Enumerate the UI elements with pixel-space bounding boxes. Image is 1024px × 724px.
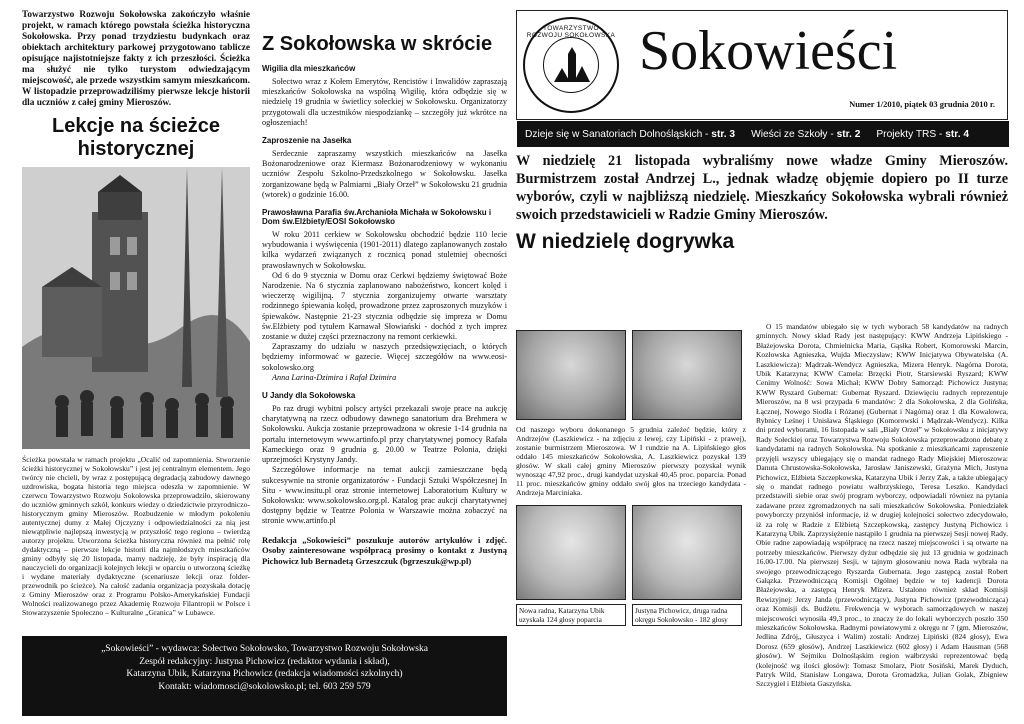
tower-photo-graphic <box>22 167 250 449</box>
news-text-janda <box>262 404 507 526</box>
photo-row-bottom <box>516 505 746 600</box>
news-para: Zapraszamy do udziału w naszych przedsięwzięciach, o których będziemy informować w gazecie. Więcej szczegółów na www.eosi-sokolowsko.org <box>262 342 507 372</box>
footer-line: „Sokowieści” - wydawca: Sołectwo Sokołowsko, Towarzystwo Rozwoju Sokołowska <box>101 644 428 654</box>
candidate-photo-lipinski <box>632 330 742 420</box>
nav-label: Dzieje się w Sanatoriach Dolnośląskich - <box>525 128 712 140</box>
photo-ubik <box>516 505 626 600</box>
news-head-janda: U Jandy dla Sokołowska <box>262 391 356 401</box>
lessons-title-line1: Lekcje na ścieżce <box>52 115 220 137</box>
news-para: Od 6 do 9 stycznia w Domu oraz Cerkwi będziemy świętować Boże Narodzenie. Na 6 stycznia zaplanowano nabożeństwo, koncert kolęd i wieczerzę wigilijną. 7 stycznia zorganizujemy otwarte warsztaty rodzinnego śpiewania kolęd, prowadzone przez zaproszonych muzyków i śpiewaków. Następnie 21-23 stycznia odbędzie się impreza w Domu św.Elżbiety pod tytułem Karnawał Słowiański - dochód z tych imprez zostanie w dużej części przeznaczony na remont cerkiewki. <box>262 270 507 342</box>
tower-photo <box>22 167 250 449</box>
news-para: Sołectwo wraz z Kołem Emerytów, Rencistów i Inwalidów zapraszają mieszkańców Sokołowska na wspólną Wigilię, która odbędzie się w niedzielę 19 grudnia w świetlicy sołeckiej w Sokołowsku. Organizatorzy przygotowali dla uczestników niespodziankę – szczegóły już wkrótce na ogłoszeniach! <box>262 77 507 127</box>
footer-line: Zespół redakcyjny: Justyna Pichowicz (redaktor wydania i skład), <box>139 656 390 667</box>
news-text-wigilia <box>262 77 507 128</box>
caption-pichowicz: Justyna Pichowicz, druga radna okręgu Sokołowsko - 182 głosy <box>632 604 742 626</box>
masthead <box>516 10 1008 140</box>
photo-block <box>516 330 746 626</box>
nav-page: str. 3 <box>711 128 736 140</box>
caption-ubik: Nowa radna, Katarzyna Ubik uzyskała 124 głosy poparcia <box>516 604 626 626</box>
nav-item <box>876 129 969 140</box>
news-para: Szczegółowe informacje na temat aukcji zamieszczane będą sukcesywnie na stronie organizatorów - Fundacji Sztuki Współczesnej In Situ - www.insitu.pl oraz stronie internetowej Laboratorium Kultury w Sokołowsku: www.sokolowsko.org.pl. Katalog prac aukcji charytatywnej dostępny będzie w Teatrze Polonia w Warszawie można zobaczyć na stronie www.artinfo.pl <box>262 465 507 526</box>
nav-item <box>751 129 860 140</box>
news-text-parafia <box>262 230 507 383</box>
nav-item <box>525 129 735 140</box>
photo-row-top <box>516 330 746 420</box>
news-para: Serdecznie zapraszamy wszystkich mieszkańców na Jasełka Bożonarodzeniowe oraz Kiermasz Bożonarodzeniowy w wykonaniu uczniów Zespołu Szkolno-Przedszkolnego w Sokołowsku. Jasełka zorganizowane będą w Palmiarni „Biały Orzeł” w Sokołowsku 21 grudnia (wtorek) o godzinie 16.00. <box>262 149 507 199</box>
footer-line: Kontakt: wiadomosci@sokolowsko.pl; tel. 603 259 579 <box>158 681 371 692</box>
lessons-title-line2: historycznej <box>77 138 195 160</box>
news-head-wigilia: Wigilia dla mieszkańców <box>262 64 356 73</box>
lead-text: W niedzielę 21 listopada wybraliśmy nowe władze Gminy Mieroszów. Burmistrzem został Andrzej L., jednak władzę objęmie dopiero po II turze wyborów, czyli w najbliższą niedzielę. Mieszkańcy Sokołowska wybrali również swoich przedstawicieli w Radzie Gminy Mieroszów. <box>516 153 1008 223</box>
news-para: W roku 2011 cerkiew w Sokołowsku obchodzić będzie 110 lecie wybudowania i wyświęcenia (1901-2011) dlatego zaplanowanych zostało kilka wydarzeń związanych z rocznicą ponad stuletniej obecności prawosławnych w Sokołowsku. <box>262 230 507 270</box>
news-head-parafia: Prawosławna Parafia św.Archanioła Michała w Sokołowsku i Dom św.Elżbiety/EOSI Sokołowsko <box>262 208 492 227</box>
photo-caption-top: Od naszego wyboru dokonanego 5 grudnia zależeć będzie, który z Andrzejów (Laszkiewicz - na zdjęciu z lewej, czy Lipiński - z prawej), zostanie burmistrzem Mieroszowa. W I rundzie na A. Lipińskiego głos oddało 145 mieszkańców Sokołowska, A. Laszkiewicz pozyskał 139 głosów. W skali całej gminy Mieroszów pierwszy pozyskał wynik wynosząc 47,92 proc., drugi kandydat uzyskał 40,45 proc. poparcia. Ponad 11 proc. mieszkańców gminy oddało swój głos na trzeciego kandydata - Andrzeja Marciniaka. <box>516 425 746 497</box>
right-article-text: O 15 mandatów ubiegało się w tych wyborach 58 kandydatów na radnych gminnych. Nowy skład Rady jest następujący: KWW Andrzeja Lipińskiego - Błażejowska Dorota, Chmielnicka Maria, Gąsłka Robert, Komorowski Marcin, Kozłowska Agnieszka, Wujda Mieczysław; KWW Inicjatywa Obywatelska (A. Laszkiewicza): Mądrzak-Wendycz Agnieszka, Mizera Henryk. Nagórna Dorota, Ubik Katarzyna; KWW Camela: Brzęcki Piotr, Starsiewski Ryszard; KWW Cenimy Wolność: Sowa Michał; KWW Dobry Samorząd: Pichowicz Justyna; KWW Ryszard Gubernat: Gubernat Ryszard. Dziewięciu radnych reprezentuje Mieroszów, na 8 wsi przypada 6 mandatów: 2 dla Sokołowska, 2 dla Golińska, Łącznej, Nowego Siodła i Różanej (Gubernat i Nagórna) oraz 1 dla Kowalowca, Rybnicy Leśnej i Unisława Śląskiego (Komorowski i Mądrzak-Wendycz). Kilka dni przed wyborami, 16 listopada w sali „Biały Orzeł” w Sokołowsku z inicjatywy Rady Sołeckiej oraz Towarzystwa Rozwoju Sokołowska przeprowadzono debatę z kandydatami na radnych Sokołowska. Na spotkanie z mieszkańcami zaproszenie przyjęli wszyscy ubiegający się o mandat radnego Rady Miejskiej Mieroszowa: Danuta Chrustowska-Sokołowska, Jarosław Janiszewski, Grażyna Mich, Justyna Pichowicz, Elżbieta Szczepkowska, Katarzyna Ubik i Jerzy Zak, a także ubiegający się o mandat radnego powiatu wałbrzyskiego, Teresa Leszko. Kandydaci przedstawili siebie oraz swój program wyborczy, odpowiadali równiez na pytania zadawane przez zgromadzonych na sali mieszkańców Sokołowska. Poniedziałek powyborczy przyniósł informacje, iż w drugiej kolejności sołectwo zdecydowało, iż za rolę w Radzie z Elżbietą Szczepkowską, zastępcy Justyną Pichowicz i Katarzyną Ubik. Zaprzysiężenie nastąpiło 1 grudnia na pierwszej Sesji nowej Rady. Obie radne zapowiadają współpracę na rzecz naszej miejscowości i są otwarte na potrzeby mieszkańców. Pierwszy dyżur odbędzie się już 13 grudnia w godzinach 16.00-17.00. Na pierwszej Sesji, w tajnym głosowaniu nowa Rada wybrała na swojego przewodniczącego Ryszarda Gubernata. Jego zastępcą został Robert Gałązka. Przewodniczącą Komisji Ogólnej będzie w tej kadencji Dorota Błażejowska, a zastępcą Henryk Mizera. Ustalono również skład Komisji Rewizyjnej: Jerzy Janda (przewodniczący), Justyna Pichowicz (przewodnicząca) oraz Komisji ds. Budżetu. Frekwencja w wyborach samorządowych w naszej miejscowości wynosiła 49,3 proc., to znaczy że do lokali wyborczych poszło 350 mieszkańców Sokołowska. Radnymi powiatowymi z okręgu nr 7 (gm. Mieroszów, Jedlina Zdrój,, Głuszyca i Walim) zostali: Andrzej Lipiński (824 głosy), Ewa Dorosz (659 głosów), Andrzej Laszkiewicz (602 głosy) i Adam Hausman (568 głosów). W Sejmiku Dolnośląskim region wałbrzyski reprezentować będą (kolejność wg ilości głosów): Tomasz Smolarz, Piotr Sosiński, Marek Dyduch, Patryk Wild, Stanisław Longawa, Dorota Gromadzka, Julian Golak, Zbigniew Szczygieł i Elżbieta Gaszyńska. <box>756 322 1008 689</box>
photo-captions-bottom <box>516 604 746 626</box>
candidate-photo-laszkiewicz <box>516 330 626 420</box>
lessons-title <box>22 115 250 161</box>
right-area <box>516 10 1008 689</box>
intro-text: Towarzystwo Rozwoju Sokołowska zakończyło właśnie projekt, w ramach którego powstała ścieżka historyczna Sokołowska. Przy ponad trzydziestu budynkach oraz obiektach architektury parkowej przygotowano tablicze opisujące najistotniejsze fakty z ich przeszłości. Ścieżka ma służyć nie tylko turystom odwiedzającym miejscowość, ale przede wszystkim samym mieszkańcom. W listopadzie przeprowadziliśmy pierwsze lekcje historii dla uczniów z całej gminy Mieroszów. <box>22 10 250 108</box>
logo-inner-circle <box>543 37 599 93</box>
nav-page: str. 2 <box>836 128 861 140</box>
column-lessons <box>22 10 250 617</box>
nav-label: Projekty TRS - <box>876 128 946 140</box>
redaction-note: Redakcja „Sokowieści” poszukuje autorów artykułów i zdjęć. Osoby zainteresowane współpracą prosimy o kontakt z Justyną Pichowicz lub Bernadetą Grzeszczuk (bgrzeszuk@wp.pl) <box>262 534 507 566</box>
nav-label: Wieści ze Szkoły - <box>751 128 837 140</box>
masthead-title: Sokowieści <box>639 20 898 82</box>
column-news <box>262 10 507 566</box>
news-title: Z Sokołowska w skrócie <box>262 33 493 55</box>
news-text-jaselka <box>262 149 507 200</box>
footer-credits <box>22 636 507 716</box>
photo-pichowicz <box>632 505 742 600</box>
news-para: Po raz drugi wybitni polscy artyści przekazali swoje prace na aukcję charytatywną na rzecz odbudowy dawnego sanatorium dra Brehmera w Sokołowsku. Aukcja zostanie przeprowadzona w okresie 1-14 grudnia na portalu internetowym www.artinfo.pl przy charytatywnej pomocy Rafała Kameckiego oraz 9 grudnia g. 20.00 w Teatrze Polonia, dzięki uprzejmości Krystyny Jandy. <box>262 404 507 465</box>
tower-icon <box>544 38 600 94</box>
right-article <box>756 322 1008 691</box>
logo-text: TOWARZYSTWO ROZWOJU SOKOŁOWSKA <box>526 25 616 39</box>
nav-page: str. 4 <box>945 128 970 140</box>
section-nav <box>517 121 1009 147</box>
news-signature: Anna Larina-Dzimira i Rafał Dzimira <box>272 372 397 382</box>
news-head-jaselka: Zaproszenie na Jasełka <box>262 136 352 146</box>
footer-line: Katarzyna Ubik, Katarzyna Pichowicz (redakcja wiadomości szkolnych) <box>126 669 403 679</box>
tower-caption: Ścieżka powstała w ramach projektu „Ocalić od zapomnienia. Stworzenie ścieżki historycznej w Sokołowsku” i jest jej centralnym elementem. Jego twórcy nie chcieli, by wraz z postępującą degradacją zabudowy dawnego uzdrowiska, bogata historia tego miejsca odeszła w zapomnienie. W czerwcu Towarzystwo Rozwoju Sokołowska przeprowadziło, skierowany do uczniów gminnych szkół, konkurs wiedzy o dziedzictwie przyrodniczo-historycznym gminy Mieroszów. Rozbudzenie w młodym pokoleniu autentycznej dumy z Małej Ojczyzny i odpowiedzialności za nią jest niewątpliwie najlepszą inwestycją w przyszłość tego regionu – twierdzą autorzy projektu. Utworzona ścieżka historyczna również ma pełnić rolę dydaktyczną – pierwsze lekcje historii dla najmłodszych mieszkańców gminy odbyły się 20 listopada, mamy nadzieję, że były inspiracją dla nauczycieli do organizacji kolejnych lekcji w oparciu o utworzoną ścieżkę i wydane materiały dydaktyczne (scenariusze lekcji oraz folder-przewodnik po ścieżce). Na całość zadania organizacja pozyskała dotację z Gminy Mieroszów oraz z Programu Polsko-Amerykańskiej Fundacji Wolności realizowanego przez Akademię Rozwoju Filantropii w Polsce i Stowarzyszenie Społeczno – Kulturalne „Granica” w Lubawce. <box>22 455 250 617</box>
trs-logo <box>523 17 619 113</box>
headline-dogrywka: W niedzielę dogrywka <box>516 230 735 253</box>
issue-info: Numer 1/2010, piątek 03 grudnia 2010 r. <box>849 99 995 109</box>
